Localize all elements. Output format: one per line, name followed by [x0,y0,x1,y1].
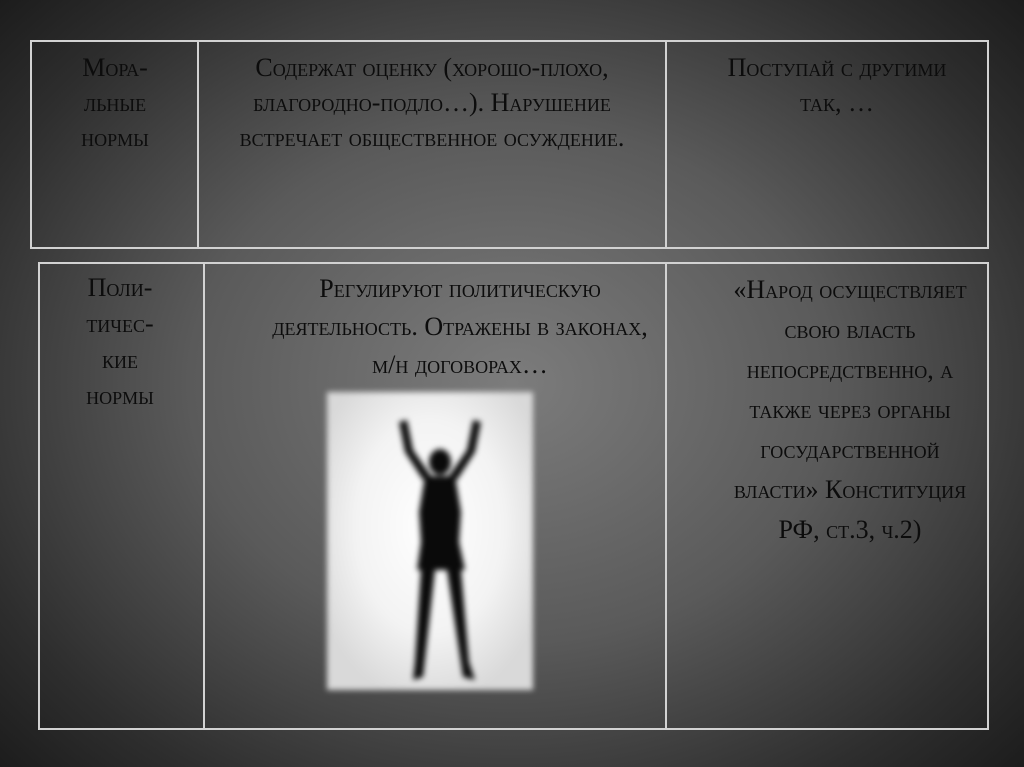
description-cell: Регулируют политическую деятельность. Отражены в законах, м/н договорах… [272,274,648,379]
example-cell: Поступай с другими так, … [727,53,947,117]
column-divider [665,264,667,728]
column-divider [665,42,667,247]
silhouette-image [327,392,533,690]
term-cell: Поли- тичес- кие нормы [86,273,154,410]
column-divider [197,42,199,247]
term-cell: Мора- льные нормы [81,53,149,152]
moral-norms-row [30,40,989,249]
example-cell: «Народ осуществляет свою власть непосредственно, а также через органы государственной власти» Конституция РФ, ст.3, ч.2) [733,275,967,544]
column-divider [203,264,205,728]
person-silhouette-arms-raised-icon [327,392,533,690]
description-cell: Содержат оценку (хорошо-плохо, благородно-подло…). Нарушение встречает общественное осуждение. [239,53,625,152]
